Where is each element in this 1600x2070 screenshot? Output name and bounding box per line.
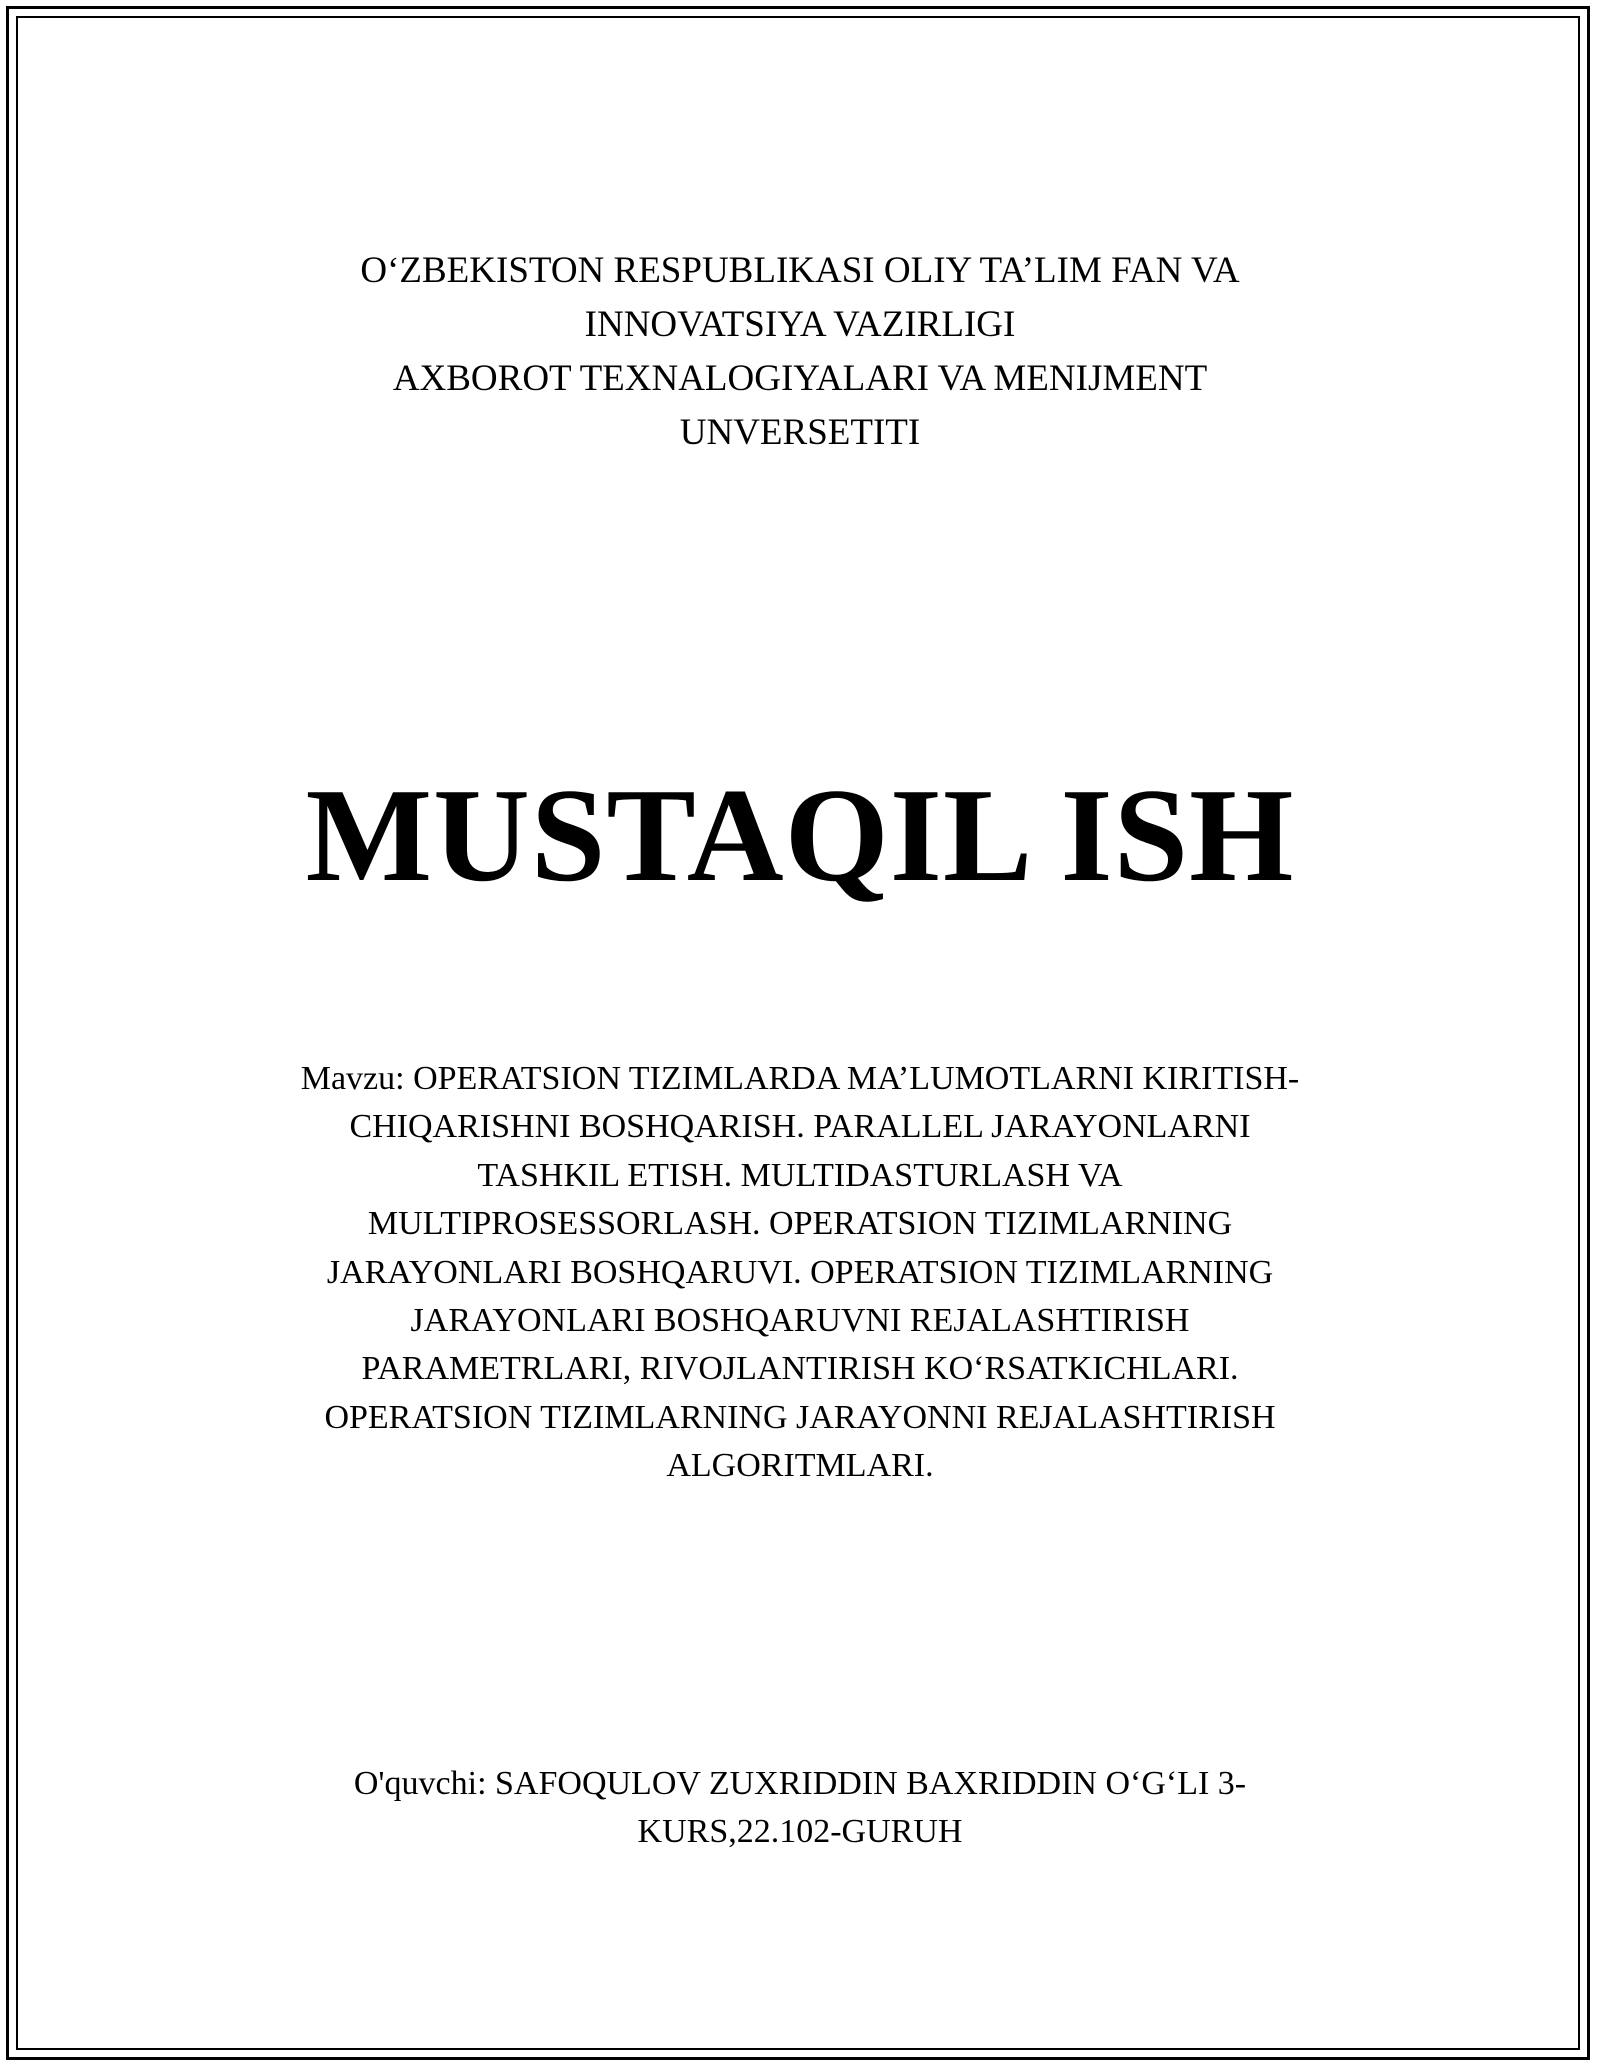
topic-line: JARAYONLARI BOSHQARUVNI REJALASHTIRISH — [410, 1302, 1190, 1340]
topic-line: MULTIPROSESSORLASH. OPERATSION TIZIMLARNING — [367, 1205, 1233, 1243]
header-line: UNVERSETITI — [679, 412, 921, 453]
topic-line: TASHKIL ETISH. MULTIDASTURLASH VA — [477, 1156, 1123, 1194]
topic-line: CHIQARISHNI BOSHQARISH. PARALLEL JARAYONLARNI — [349, 1108, 1251, 1146]
header-line: AXBOROT TEXNALOGIYALARI VA MENIJMENT — [392, 358, 1208, 399]
institution-header — [0, 244, 1600, 460]
header-line: INNOVATSIYA VAZIRLIGI — [584, 304, 1016, 345]
header-line: O‘ZBEKISTON RESPUBLIKASI OLIY TA’LIM FAN VA — [360, 250, 1240, 291]
topic-line: PARAMETRLARI, RIVOJLANTIRISH KO‘RSATKICHLARI. — [361, 1350, 1239, 1388]
student-line: O'quvchi: SAFOQULOV ZUXRIDDIN BAXRIDDIN O‘G‘LI 3- — [353, 1765, 1247, 1802]
topic-line: Mavzu: OPERATSION TIZIMLARDA MA’LUMOTLARNI KIRITISH- — [300, 1060, 1300, 1097]
student-line: KURS,22.102-GURUH — [637, 1813, 963, 1850]
topic-line: JARAYONLARI BOSHQARUVI. OPERATSION TIZIMLARNING — [326, 1253, 1274, 1291]
topic-line: OPERATSION TIZIMLARNING JARAYONNI REJALASHTIRISH — [324, 1398, 1276, 1436]
student-info — [0, 1760, 1600, 1856]
topic-block — [0, 1055, 1600, 1491]
document-title: MUSTAQIL ISH — [305, 761, 1295, 909]
topic-line: ALGORITMLARI. — [666, 1447, 934, 1485]
